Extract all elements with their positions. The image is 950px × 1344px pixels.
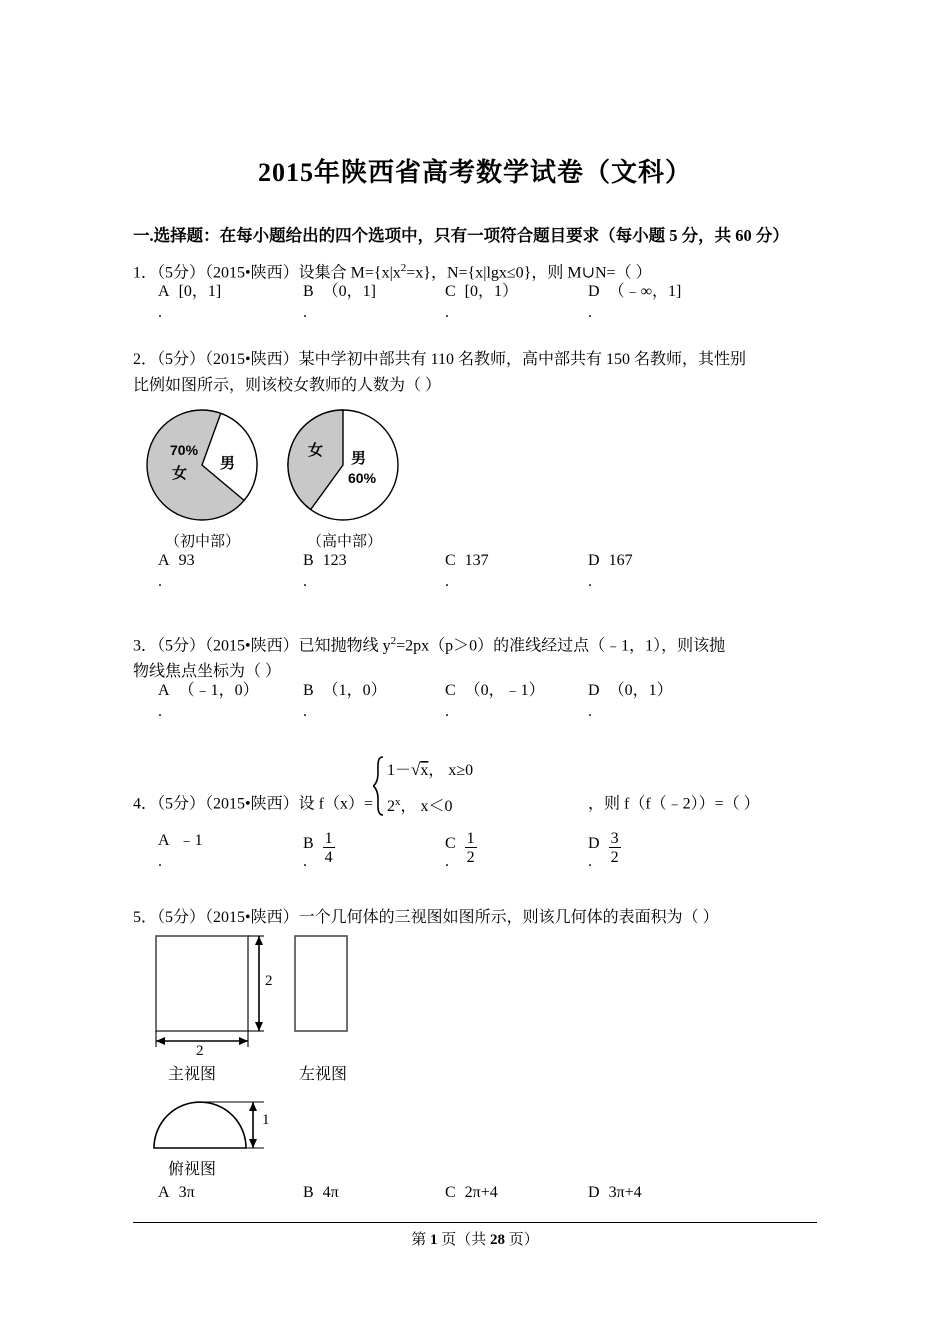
section-header: 一.选择题：在每小题给出的四个选项中，只有一项符合题目要求（每小题 5 分，共 60 分） <box>133 226 789 245</box>
q1-option-b-dot: . <box>303 304 307 321</box>
senior-male-percent-label: 60% <box>348 470 377 486</box>
side-view-label: 左视图 <box>299 1066 348 1083</box>
senior-female-label: 女 <box>308 442 324 459</box>
q3-text-c: 物线焦点坐标为（ ） <box>133 663 282 681</box>
page-title: 2015年陕西省高考数学试卷（文科） <box>257 158 692 187</box>
q3-score: （5分） <box>157 637 206 655</box>
q4-option-a-value: ﹣1 <box>178 832 203 849</box>
q2-option-d-label: D <box>588 552 600 569</box>
q4-option-c[interactable] <box>445 830 477 870</box>
q1-option-b-label: B <box>303 283 314 300</box>
q3-source: （2015•陕西） <box>205 637 299 655</box>
question-2-options <box>133 550 833 598</box>
q5-option-c-value: 2π+4 <box>464 1184 498 1201</box>
q4-text-a: 设 f（x）= <box>298 795 373 813</box>
q2-option-b-value: 123 <box>322 552 347 569</box>
q1-number: 1． <box>133 264 158 282</box>
q1-text-b: =x}，N={x|lgx≤0}，则 M∪N=（ ） <box>406 264 652 282</box>
q4-text-b: ，则 f（f（﹣2））=（ ） <box>588 795 760 813</box>
q1-option-a-label: A <box>158 283 170 300</box>
q2-option-d-dot: . <box>588 573 592 590</box>
front-width-arrow-right <box>239 1037 248 1045</box>
q4-option-b-fraction <box>323 830 335 867</box>
page-footer <box>0 1228 950 1249</box>
senior-male-label: 男 <box>351 450 367 467</box>
pie-chart-senior <box>288 410 398 520</box>
front-height-arrow-bottom <box>255 1022 263 1031</box>
question-4-options <box>133 830 833 878</box>
junior-female-label: 女 <box>172 465 188 482</box>
q3-text-b: =2px（p＞0）的准线经过点（﹣1，1），则该抛 <box>396 637 726 655</box>
q3-option-c-label: C <box>445 682 456 699</box>
top-height-arrow-top <box>249 1102 257 1111</box>
q3-text-a: 已知抛物线 y <box>298 637 391 655</box>
front-width-arrow-left <box>156 1037 165 1045</box>
q3-option-d-dot: . <box>588 703 592 720</box>
q1-score: （5分） <box>157 264 206 282</box>
q4-option-b[interactable] <box>303 830 335 870</box>
q1-option-a[interactable] <box>158 281 222 321</box>
piecewise-brace-svg <box>373 755 588 817</box>
q4-option-c-label: C <box>445 835 456 852</box>
question-2-figure <box>140 405 430 550</box>
footer-middle: 页（共 <box>441 1232 487 1248</box>
q2-text-a: 某中学初中部共有 110 名教师，高中部共有 150 名教师，其性别 <box>298 351 747 368</box>
front-view-height-value: 2 <box>265 973 273 989</box>
q5-option-b[interactable] <box>303 1182 339 1204</box>
q1-option-d-label: D <box>588 283 600 300</box>
q1-option-d[interactable] <box>588 281 682 321</box>
q1-option-c-label: C <box>445 283 456 300</box>
q4-option-a-dot: . <box>158 853 162 870</box>
question-3-stem <box>133 628 833 685</box>
q3-option-a[interactable] <box>158 680 259 720</box>
q2-option-b[interactable] <box>303 550 347 590</box>
q3-option-b-dot: . <box>303 703 307 720</box>
front-view-label: 主视图 <box>168 1066 217 1083</box>
piecewise-case-1: 1－√x， x≥0 <box>387 760 474 779</box>
top-view-label: 俯视图 <box>168 1161 217 1178</box>
q2-text-b: 比例如图所示，则该校女教师的人数为（ ） <box>133 377 442 394</box>
question-3-options <box>133 680 833 728</box>
q1-option-c-dot: . <box>445 304 449 321</box>
q1-source: （2015•陕西） <box>205 264 299 282</box>
q3-option-d[interactable] <box>588 680 673 720</box>
q5-option-d-label: D <box>588 1184 600 1201</box>
top-view-height-value: 1 <box>262 1112 270 1128</box>
pie-chart-junior <box>147 410 257 520</box>
q2-option-d[interactable] <box>588 550 633 590</box>
q3-option-c-value: （0，﹣1） <box>464 682 545 699</box>
q2-option-b-label: B <box>303 552 314 569</box>
front-view-width-value: 2 <box>196 1043 204 1059</box>
footer-page-number: 1 <box>429 1232 438 1248</box>
question-2-stem <box>133 347 833 399</box>
q5-option-b-label: B <box>303 1184 314 1201</box>
q4-number: 4． <box>133 795 158 813</box>
q2-option-b-dot: . <box>303 573 307 590</box>
q2-option-d-value: 167 <box>608 552 633 569</box>
q1-option-a-dot: . <box>158 304 162 321</box>
q3-option-a-label: A <box>158 682 170 699</box>
top-height-arrow-bottom <box>249 1139 257 1148</box>
question-5-figure <box>140 928 460 1198</box>
front-view-rect <box>156 936 248 1031</box>
side-view-rect <box>295 936 347 1031</box>
junior-male-label: 男 <box>220 455 236 472</box>
q4-option-b-numerator: 1 <box>324 830 333 847</box>
q4-option-d-denominator: 2 <box>610 849 619 866</box>
q3-option-b-label: B <box>303 682 314 699</box>
left-curly-brace <box>373 757 383 815</box>
question-4-stem <box>133 760 853 835</box>
footer-total-pages: 28 <box>490 1232 505 1248</box>
q4-option-c-dot: . <box>445 853 449 870</box>
q2-number: 2． <box>133 351 158 368</box>
q3-option-c[interactable] <box>445 680 545 720</box>
q5-option-a[interactable] <box>158 1182 195 1204</box>
q2-option-c-dot: . <box>445 573 449 590</box>
q1-option-d-dot: . <box>588 304 592 321</box>
top-view-semicircle <box>154 1102 246 1148</box>
q3-option-a-dot: . <box>158 703 162 720</box>
q4-option-d-fraction <box>609 830 621 867</box>
q2-option-a-dot: . <box>158 573 162 590</box>
q2-option-c-value: 137 <box>464 552 489 569</box>
q5-option-c-label: C <box>445 1184 456 1201</box>
q5-option-a-label: A <box>158 1184 170 1201</box>
q5-number: 5． <box>133 909 158 926</box>
q1-option-a-value: [0，1] <box>178 283 222 300</box>
q1-option-b[interactable] <box>303 281 377 321</box>
q4-option-d[interactable] <box>588 830 621 870</box>
q1-option-c-value: [0，1） <box>464 283 519 300</box>
q1-option-b-value: （0，1] <box>322 283 377 300</box>
q3-number: 3． <box>133 637 158 655</box>
q3-option-a-value: （﹣1，0） <box>178 682 259 699</box>
q4-piecewise-group <box>373 760 588 835</box>
q3-option-d-label: D <box>588 682 600 699</box>
q4-option-d-dot: . <box>588 853 592 870</box>
q2-option-a-value: 93 <box>178 552 195 569</box>
senior-pie-caption: （高中部） <box>306 534 382 550</box>
q4-option-b-denominator: 4 <box>324 849 333 866</box>
q4-option-c-fraction <box>465 830 477 867</box>
q2-option-c-label: C <box>445 552 456 569</box>
q5-score: （5分） <box>157 909 206 926</box>
question-1-options <box>133 281 833 329</box>
q4-score: （5分） <box>157 795 206 813</box>
footer-divider <box>133 1222 817 1223</box>
junior-female-percent-label: 70% <box>170 442 199 458</box>
q1-option-d-value: （﹣∞，1] <box>608 283 682 300</box>
q5-option-d[interactable] <box>588 1182 642 1204</box>
q3-option-b[interactable] <box>303 680 387 720</box>
front-height-arrow-top <box>255 936 263 945</box>
junior-pie-caption: （初中部） <box>164 534 240 550</box>
q3-option-c-dot: . <box>445 703 449 720</box>
footer-prefix: 第 <box>411 1232 427 1248</box>
q1-exponent: 2 <box>400 262 407 274</box>
q5-option-c[interactable] <box>445 1182 498 1204</box>
piecewise-case-2: 2$^x$， x＜0 <box>387 796 453 815</box>
q2-score: （5分） <box>157 351 206 368</box>
q4-option-c-denominator: 2 <box>466 849 475 866</box>
footer-suffix: 页） <box>508 1232 539 1248</box>
q4-option-b-label: B <box>303 835 314 852</box>
q3-option-d-value: （0，1） <box>608 682 673 699</box>
q4-option-a[interactable] <box>158 830 203 870</box>
q4-option-b-dot: . <box>303 853 307 870</box>
q4-option-d-numerator: 3 <box>610 830 619 847</box>
q3-exponent: 2 <box>390 635 397 647</box>
q2-source: （2015•陕西） <box>205 351 299 368</box>
q5-text-a: 一个几何体的三视图如图所示，则该几何体的表面积为（ ） <box>298 909 719 926</box>
q1-text-a: 设集合 M={x|x <box>298 264 401 282</box>
q4-source: （2015•陕西） <box>205 795 299 813</box>
q2-option-c[interactable] <box>445 550 489 590</box>
q5-option-b-value: 4π <box>322 1184 339 1201</box>
q5-source: （2015•陕西） <box>205 909 299 926</box>
q4-option-a-label: A <box>158 832 170 849</box>
q4-option-d-label: D <box>588 835 600 852</box>
q2-option-a-label: A <box>158 552 170 569</box>
q5-option-a-value: 3π <box>178 1184 195 1201</box>
q2-option-a[interactable] <box>158 550 195 590</box>
q4-option-c-numerator: 1 <box>466 830 475 847</box>
q1-option-c[interactable] <box>445 281 519 321</box>
q5-option-d-value: 3π+4 <box>608 1184 642 1201</box>
q3-option-b-value: （1，0） <box>322 682 387 699</box>
